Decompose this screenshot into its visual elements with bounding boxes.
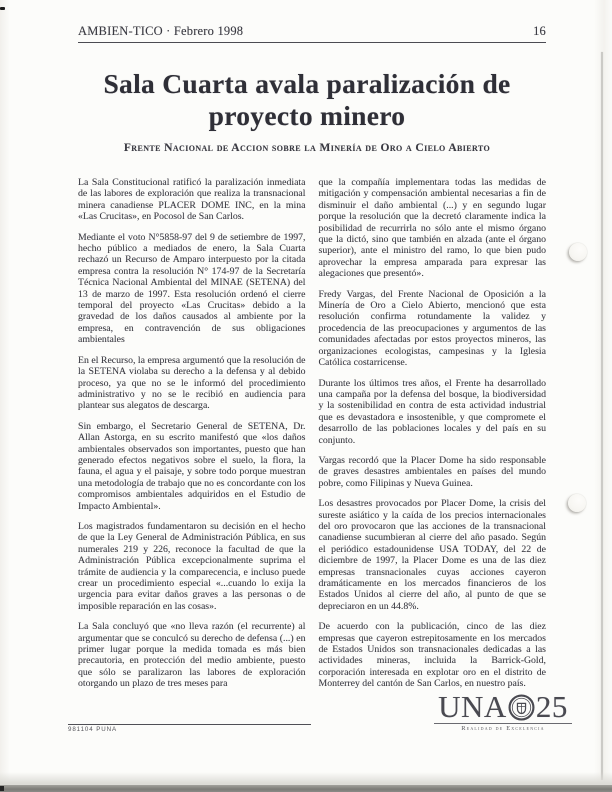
page-number: 16 (533, 24, 546, 38)
paragraph: La Sala Constitucional ratificó la paralización inmediata de las labores de exploración que realiza la transnacional minera canadiense PLACER DOME INC, en la mina «Las Crucitas», en Pocosol de San Carlos. (78, 177, 306, 223)
paragraph: La Sala concluyó que «no lleva razón (el recurrente) al argumentar que se conculcó su derecho de defensa (...) en primer lugar porque la medida tomada es más bien precautoria, en protección del medio ambiente, puesto que sólo se paralizaron las labores de exploración otorgando un plazo de tres meses para (78, 621, 306, 690)
logo-acronym: UNA (438, 689, 507, 724)
una-emblem-icon (508, 694, 535, 721)
article-title: Sala Cuarta avala paralización de proyecto minero (103, 68, 511, 131)
scan-edge-bottom-soft (0, 772, 612, 786)
scan-edge-bottom (0, 785, 612, 792)
una-logo (434, 689, 572, 732)
logo-tagline: Realidad de Excelencia (434, 723, 572, 732)
paragraph: De acuerdo con la publicación, cinco de las diez empresas que cayeron estrepitosamente en los mercados de Estados Unidos son transnacionales dedicadas a las actividades mineras, incluida la Barrick-Gold, corporación interesada en explotar oro en el distrito de Monterrey del cantón de San Carlos, en nuestro país. (318, 621, 546, 690)
paragraph: que la compañía implementara todas las medidas de mitigación y compensación ambiental necesarias a fin de disminuir el daño ambiental (...) y en segundo lugar porque la resolución que la decretó claramente indica la posibilidad de recurrirla no sólo ante el mismo órgano que la dictó, sino que también en alzada (ante el órgano superior), ante el ministro del ramo, lo que bien pudo aprovechar la empresa amparada para expresar las alegaciones que presentó». (318, 177, 546, 280)
paragraph: Sin embargo, el Secretario General de SETENA, Dr. Allan Astorga, en su escrito manifestó que «los daños ambientales observados son importantes, puesto que han generado efectos negativos sobre el suelo, la flora, la fauna, el agua y el paisaje, y sobre todo porque muestran una metodología de trabajo que no es concordante con los compromisos ambientales adquiridos en el Estudio de Impacto Ambiental». (78, 420, 306, 512)
hole-punch (569, 243, 587, 261)
scan-artifact-bottom-left (0, 786, 4, 791)
article-body (78, 177, 546, 699)
paragraph: Vargas recordó que la Placer Dome ha sido responsable de graves desastres ambientales en países del mundo pobre, como Filipinas y Nueva Guinea. (318, 454, 546, 489)
paragraph: Los magistrados fundamentaron su decisión en el hecho de que la Ley General de Administración Pública, en sus numerales 219 y 226, reconoce la facultad de que la Administración Pública excepcionalmente suprima el trámite de audiencia y la comparecencia, e incluso puede crear un procedimiento especial «...cuando lo exija la urgencia para evitar daños graves a las personas o de imposible reparación en las cosas». (78, 520, 306, 612)
hole-punch (568, 494, 586, 512)
paragraph: En el Recurso, la empresa argumentó que la resolución de la SETENA violaba su derecho a la defensa y al debido proceso, ya que no se le informó del procedimiento administrativo y no se le recibió en audiencia para plantear sus alegatos de descarga. (78, 354, 306, 412)
una-logo-row (434, 689, 572, 724)
paragraph: Durante los últimos tres años, el Frente ha desarrollado una campaña por la defensa del bosque, la biodiversidad y la sostenibilidad en contra de esta actividad industrial que es devastadora e insostenible, y que compromete el desarrollo de las poblaciones locales y del país en su conjunto. (318, 377, 546, 446)
column-right (319, 177, 547, 699)
publication-title: AMBIEN-TICO · Febrero 1998 (78, 24, 244, 38)
scan-artifact-top-left (0, 7, 5, 10)
scan-edge-right (601, 52, 603, 780)
running-header (78, 24, 546, 43)
logo-anniversary: 25 (535, 689, 568, 724)
article-byline: Frente Nacional de Accion sobre la Minería de Oro a Cielo Abierto (123, 142, 491, 154)
column-left (78, 177, 306, 699)
paragraph: Los desastres provocados por Placer Dome, la crisis del sureste asiático y la caída de los precios internacionales del oro provocaron que las acciones de la transnacional canadiense sucumbieran al cierre del año pasado. Según el periódico estadounidense USA TODAY, del 22 de diciembre de 1997, la Placer Dome es una de las diez empresas transnacionales cuyas acciones cayeron dramáticamente en los mercados financieros de los Estados Unidos al cierre del año, al punto de que se depreciaron en un 44.8%. (318, 498, 546, 612)
footer-imprint: 981104 PUNA (68, 724, 311, 733)
paragraph: Fredy Vargas, del Frente Nacional de Oposición a la Minería de Oro a Cielo Abierto, mencionó que esta resolución confirma rotundamente la validez y procedencia de las preocupaciones y argumentos de las comunidades afectadas por estos proyectos mineros, las organizaciones ecologistas, campesinas y la Iglesia Católica costarricense. (318, 288, 546, 369)
paragraph: Mediante el voto N°5858-97 del 9 de setiembre de 1997, hecho público a mediados de enero, la Sala Cuarta rechazó un Recurso de Amparo interpuesto por la citada empresa contra la resolución N° 174-97 de la Secretaría Técnica Nacional Ambiental del MINAE (SETENA) del 13 de marzo de 1997. Esta resolución ordenó el cierre temporal del proyecto «Las Crucitas» debido a la gravedad de los daños causados al ambiente por la empresa, en contravención de sus obligaciones ambientales (78, 231, 306, 346)
